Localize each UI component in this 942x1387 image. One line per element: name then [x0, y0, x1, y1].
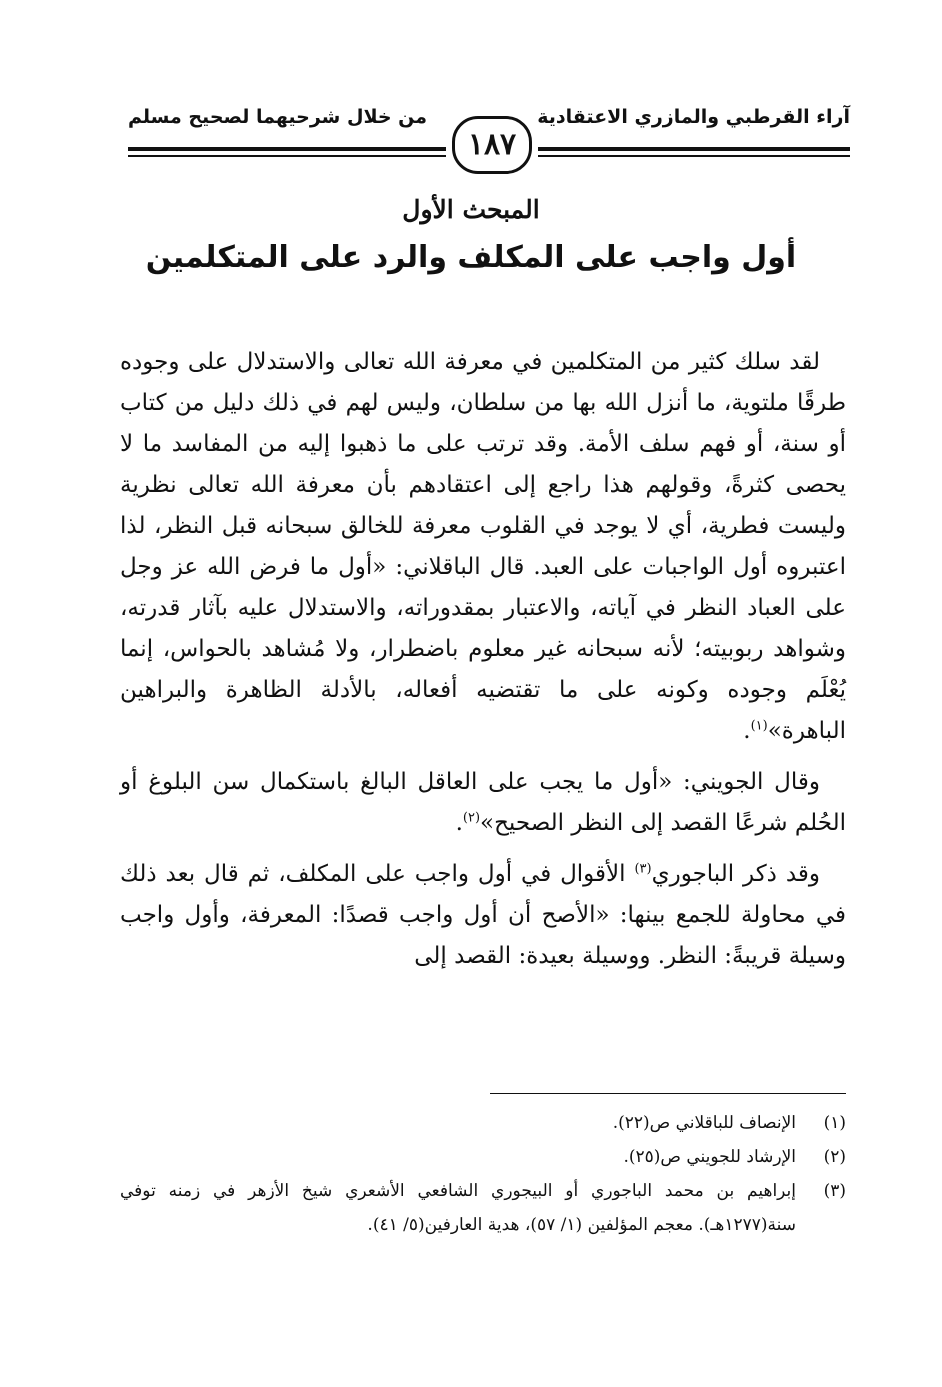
running-title-subtitle: من خلال شرحيهما لصحيح مسلم	[128, 106, 428, 128]
paragraph	[120, 854, 846, 977]
footnote-item	[120, 1106, 846, 1140]
footnote-item	[120, 1140, 846, 1174]
footnote-text: الإنصاف للباقلاني ص(٢٢).	[612, 1113, 796, 1133]
page-header	[0, 0, 942, 180]
paragraph-text: الأقوال في أول واجب على المكلف، ثم قال بعد ذلك في محاولة للجمع بينها: «الأصح أن أول واجب قصدًا: المعرفة، وأول واجب وسيلة قريبةً: النظر. ووسيلة بعيدة: القصد إلى	[120, 861, 847, 969]
paragraph	[120, 762, 846, 844]
footnote-number: (١)	[823, 1113, 846, 1133]
footnote-ref[interactable]: (٣)	[634, 861, 652, 877]
running-title-book: آراء القرطبي والمازري الاعتقادية	[537, 106, 850, 128]
page-number: ١٨٧	[452, 116, 532, 174]
header-rule-right	[538, 147, 850, 159]
footnote-number: (٣)	[823, 1181, 846, 1201]
paragraph-tail: .	[743, 718, 751, 744]
section-title: أول واجب على المكلف والرد على المتكلمين	[145, 240, 797, 275]
header-rule-left	[128, 147, 446, 159]
footnote-item	[120, 1174, 846, 1242]
section-label: المبحث الأول	[402, 195, 540, 224]
footnotes	[120, 1106, 846, 1242]
paragraph-text: لقد سلك كثير من المتكلمين في معرفة الله تعالى والاستدلال على وجوده طرقًا ملتوية، ما أنزل الله بها من سلطان، وليس لهم في ذلك دليل من كتاب أو سنة، أو فهم سلف الأمة. وقد ترتب على ما ذهبوا إليه من المفاسد ما لا يحصى كثرةً، وقولهم هذا راجع إلى اعتقادهم بأن معرفة الله تعالى نظرية وليست فطرية، أي لا يوجد في القلوب معرفة للخالق سبحانه قبل النظر، لذا اعتبروه أول الواجبات على العبد. قال الباقلاني: «أول ما فرض الله عز وجل على العباد النظر في آياته، والاعتبار بمقدوراته، والاستدلال عليه بآثار قدرته، وشواهد ربوبيته؛ لأنه سبحانه غير معلوم باضطرار، ولا مُشاهد بالحواس، إنما يُعْلَم وجوده وكونه على ما تقتضيه أفعاله، بالأدلة الظاهرة والبراهين الباهرة»	[120, 349, 846, 744]
footnote-number: (٢)	[823, 1147, 846, 1167]
footnote-text: الإرشاد للجويني ص(٢٥).	[623, 1147, 796, 1167]
paragraph-text: وقال الجويني: «أول ما يجب على العاقل البالغ باستكمال سن البلوغ أو الحُلم شرعًا القصد إلى النظر الصحيح»	[120, 769, 846, 836]
main-text	[120, 342, 846, 987]
paragraph	[120, 342, 846, 752]
paragraph-tail: .	[455, 810, 463, 836]
paragraph-text: وقد ذكر الباجوري	[651, 861, 820, 887]
footnote-ref[interactable]: (١)	[750, 718, 768, 734]
footnote-text: إبراهيم بن محمد الباجوري أو البيجوري الشافعي الأشعري شيخ الأزهر في زمنه توفي سنة(١٢٧٧هـ). معجم المؤلفين (١/ ٥٧)، هدية العارفين(٥/ ٤١).	[120, 1181, 796, 1235]
footnote-divider	[490, 1093, 846, 1094]
footnote-ref[interactable]: (٢)	[462, 810, 481, 826]
